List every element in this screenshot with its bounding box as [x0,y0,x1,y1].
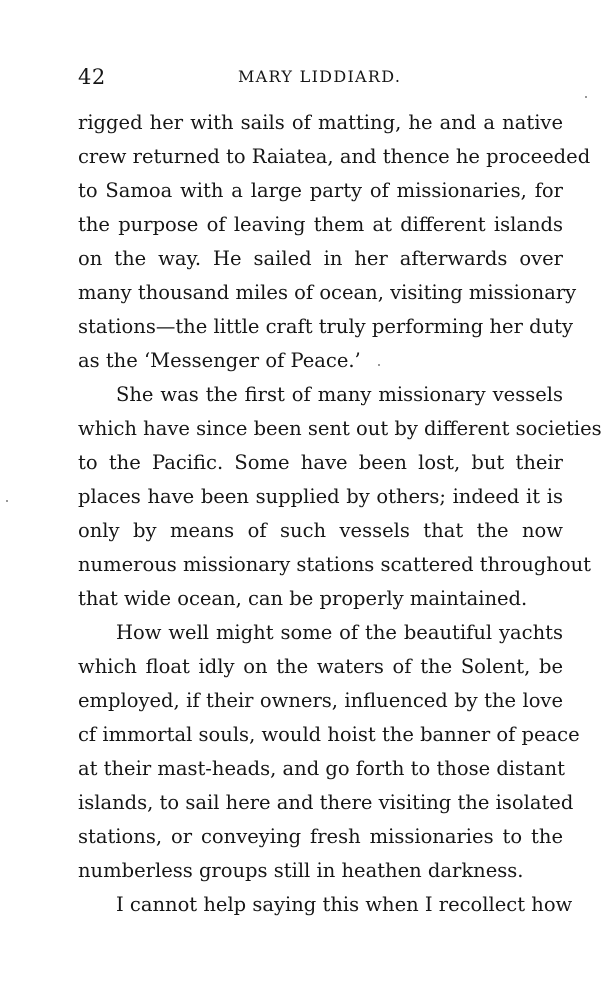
paper-speck [585,96,587,98]
text-line: which have since been sent out by different societies [78,417,602,440]
text-line: as the ‘Messenger of Peace.’ [78,349,361,372]
text-line: I cannot help saying this when I recollect how [116,893,573,916]
text-line: places have been supplied by others; indeed it is [78,485,563,508]
paper-speck [378,364,380,366]
text-line: How well might some of the beautiful yachts [116,621,563,644]
text-line: to Samoa with a large party of missionaries, for [78,179,563,202]
text-line: employed, if their owners, influenced by the love [78,689,563,712]
page-header [78,62,563,92]
text-line: islands, to sail here and there visiting the isolated [78,791,574,814]
text-line: that wide ocean, can be properly maintained. [78,587,528,610]
paragraph-2 [78,378,602,616]
text-line: rigged her with sails of matting, he and a native [78,111,563,134]
paragraph-4 [78,888,573,922]
text-line: many thousand miles of ocean, visiting missionary [78,281,577,304]
text-line: stations, or conveying fresh missionaries to the [78,825,563,848]
paragraph-3 [78,616,580,888]
text-line: to the Pacific. Some have been lost, but their [78,451,563,474]
text-line: which float idly on the waters of the Solent, be [78,655,563,678]
paper-speck [6,500,8,502]
text-line: the purpose of leaving them at different islands [78,213,563,236]
body-text [78,106,602,922]
text-line: stations—the little craft truly performing her duty [78,315,573,338]
text-line: only by means of such vessels that the now [78,519,563,542]
text-line: She was the first of many missionary vessels [116,383,563,406]
text-line: numberless groups still in heathen darkness. [78,859,524,882]
paragraph-1 [78,106,591,378]
text-line: crew returned to Raiatea, and thence he proceeded [78,145,591,168]
page-number: 42 [78,65,106,89]
text-line: cf immortal souls, would hoist the banner of peace [78,723,580,746]
text-line: numerous missionary stations scattered throughout [78,553,591,576]
text-line: on the way. He sailed in her afterwards over [78,247,563,270]
text-line: at their mast-heads, and go forth to those distant [78,757,565,780]
running-head: MARY LIDDIARD. [238,67,402,86]
